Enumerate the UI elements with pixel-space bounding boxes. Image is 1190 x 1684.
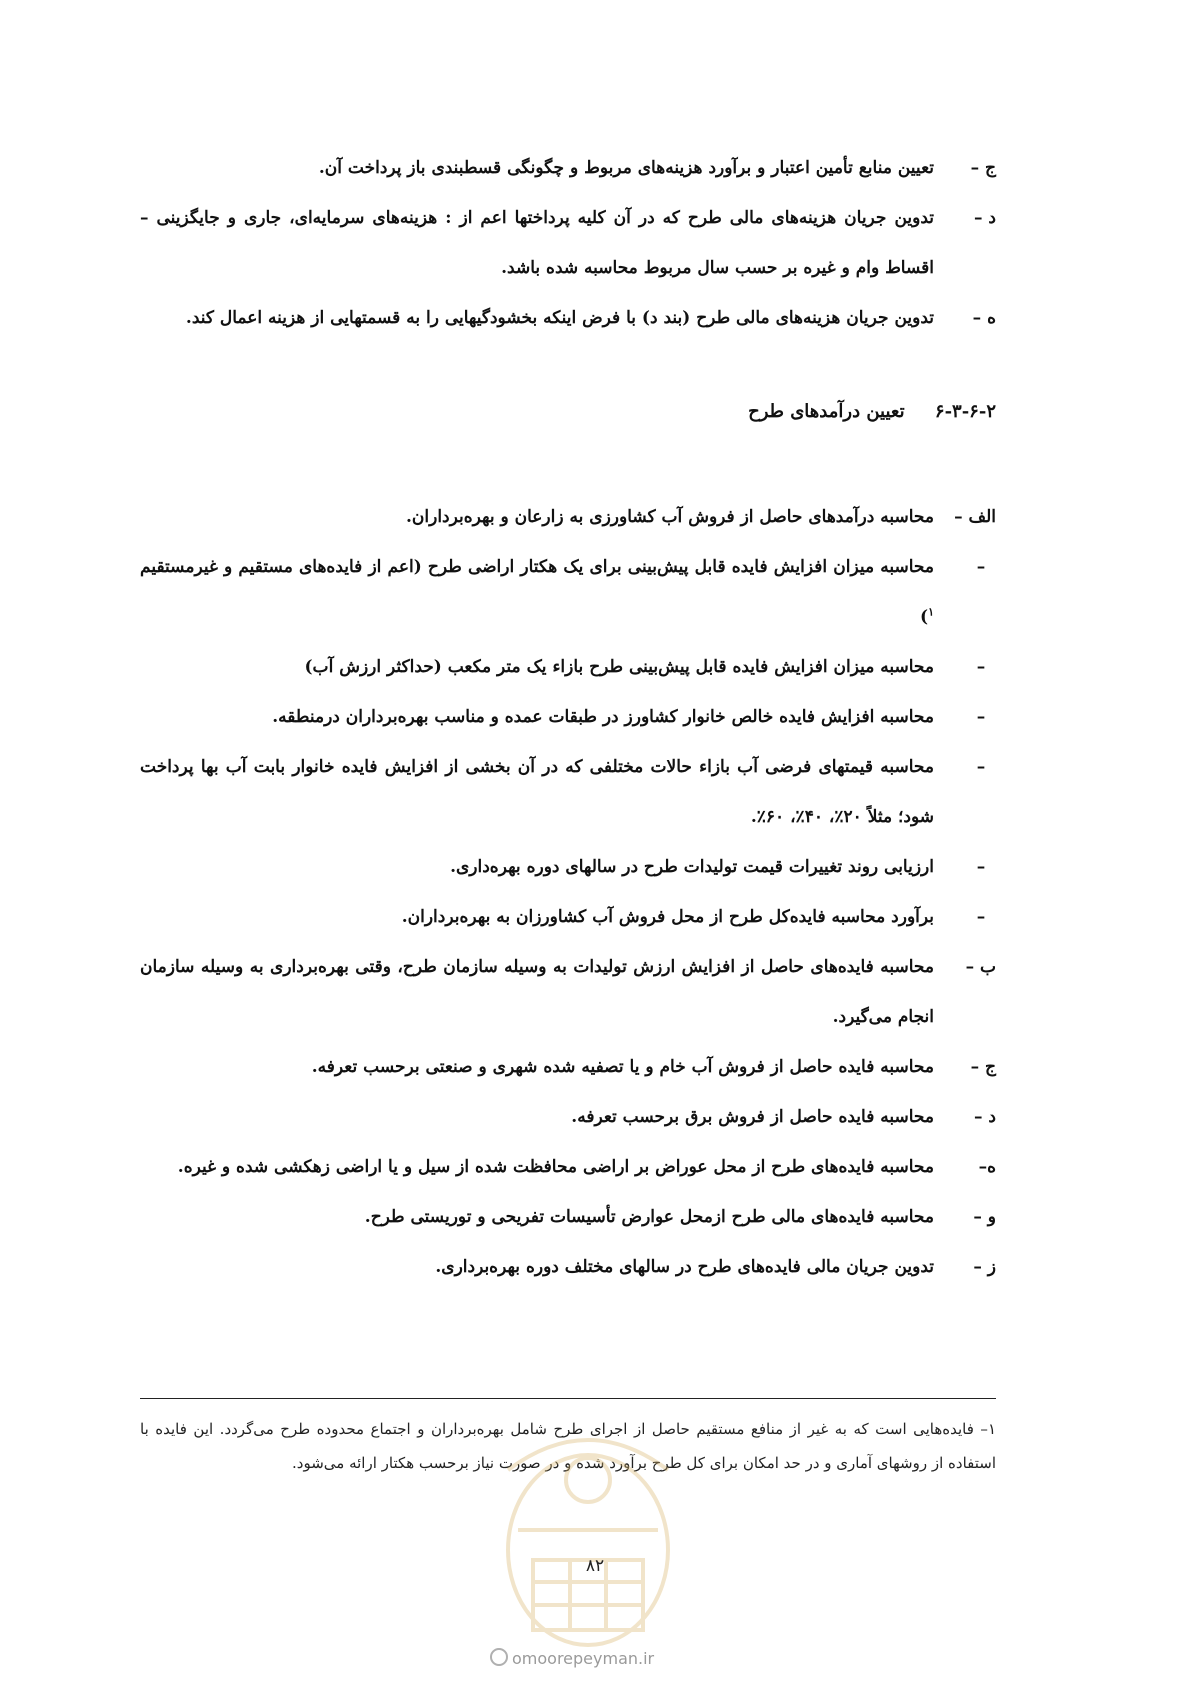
item-marker: و – (973, 1207, 996, 1227)
footnote-ref: ۱ (928, 605, 934, 619)
page-number: ۸۲ (585, 1556, 605, 1576)
item-text: محاسبه فایده حاصل از فروش آب خام و یا تصفیه شده شهری و صنعتی برحسب تعرفه. (311, 1057, 934, 1077)
globe-icon (490, 1648, 508, 1666)
item-text: محاسبه فایده‌های حاصل از افزایش ارزش تولیدات به وسیله سازمان طرح، وقتی بهره‌برداری به وسیله سازمان انجام می‌گیرد. (140, 957, 934, 1027)
item-marker: ج – (970, 1057, 996, 1077)
item-text: برآورد محاسبه فایده‌کل طرح از محل فروش آب کشاورزان به بهره‌برداران. (401, 907, 934, 927)
item-text: ارزیابی روند تغییرات قیمت تولیدات طرح در سالهای دوره بهره‌داری. (450, 857, 934, 877)
list-item (140, 1242, 996, 1292)
list-item (140, 1042, 996, 1092)
item-text: محاسبه میزان افزایش فایده قابل پیش‌بینی برای یک هکتار اراضی طرح (اعم از فایده‌های مستقیم و غیرمستقیم $^۱$) (140, 557, 934, 627)
item-marker: – (976, 757, 986, 777)
item-marker: ج – (970, 158, 996, 178)
list-item (140, 1142, 996, 1192)
item-text: محاسبه قیمتهای فرضی آب بازاء حالات مختلفی که در آن بخشی از افزایش فایده خانوار بابت آب بها پرداخت شود؛ مثلاً ۲۰٪، ۴۰٪، ۶۰٪. (140, 757, 934, 827)
sub-list-item (140, 642, 996, 692)
item-text: محاسبه افزایش فایده خالص خانوار کشاورز در طبقات عمده و مناسب بهره‌برداران درمنطقه. (272, 707, 934, 727)
item-text: محاسبه درآمدهای حاصل از فروش آب کشاورزی به زارعان و بهره‌برداران. (405, 507, 934, 527)
item-text: محاسبه میزان افزایش فایده قابل پیش‌بینی طرح بازاء یک متر مکعب (حداکثر ارزش آب) (304, 657, 934, 677)
item-marker: الف – (954, 507, 996, 527)
item-marker: ز – (973, 1257, 996, 1277)
section-heading (140, 392, 996, 432)
item-text: محاسبه فایده‌های طرح از محل عوراض بر اراضی محافظت شده از سیل و یا اراضی زهکشی شده و غیره. (177, 1157, 934, 1177)
list-item (140, 942, 996, 1042)
item-marker: ه– (978, 1157, 996, 1177)
item-text: تدوین جریان هزینه‌های مالی طرح که در آن کلیه پرداختها اعم از : هزینه‌های سرمایه‌ای، جاری و جایگزینی – اقساط وام و غیره بر حسب سال مربوط محاسبه شده باشد. (140, 208, 934, 278)
sub-list-item (140, 892, 996, 942)
item-marker: ه – (972, 308, 996, 328)
item-text: تعیین منابع تأمین اعتبار و برآورد هزینه‌های مربوط و چگونگی قسطبندی باز پرداخت آن. (318, 158, 934, 178)
cost-items-list (140, 143, 996, 343)
list-item (140, 193, 996, 293)
list-item (140, 1192, 996, 1242)
section-title: تعیین درآمدهای طرح (748, 401, 905, 422)
sub-list-item (140, 542, 996, 642)
item-marker: – (976, 707, 986, 727)
list-item (140, 1092, 996, 1142)
item-text: محاسبه فایده حاصل از فروش برق برحسب تعرفه. (571, 1107, 934, 1127)
item-text: تدوین جریان مالی فایده‌های طرح در سالهای مختلف دوره بهره‌برداری. (435, 1257, 934, 1277)
revenue-items-list (140, 492, 996, 1292)
item-marker: – (976, 557, 986, 577)
sub-list-item (140, 742, 996, 842)
list-item (140, 492, 996, 542)
list-item (140, 293, 996, 343)
item-marker: – (976, 857, 986, 877)
watermark-url: omoorepeyman.ir (490, 1648, 654, 1668)
footnote-divider (140, 1398, 996, 1399)
item-marker: – (976, 907, 986, 927)
list-item (140, 143, 996, 193)
item-marker: د – (974, 208, 996, 228)
sub-list-item (140, 842, 996, 892)
item-marker: د – (974, 1107, 996, 1127)
section-number: ۶-۳-۶-۲ (934, 401, 996, 422)
item-text: تدوین جریان هزینه‌های مالی طرح (بند د) با فرض اینکه بخشودگیهایی را به قسمتهایی از هزینه اعمال کند. (185, 308, 934, 328)
item-text: محاسبه فایده‌های مالی طرح ازمحل عوارض تأسیسات تفریحی و توریستی طرح. (364, 1207, 934, 1227)
footnote: ۱– فایده‌هایی است که به غیر از منافع مستقیم حاصل از اجرای طرح شامل بهره‌برداران و اجتماع محدوده طرح می‌گردد. این فایده با استفاده از روشهای آماری و در حد امکان برای کل طرح برآورد شده و در صورت نیاز برحسب هکتار ارائه می‌شود. (140, 1420, 996, 1472)
sub-list-item (140, 692, 996, 742)
watermark-seal-icon (478, 1410, 698, 1660)
item-marker: – (976, 657, 986, 677)
item-marker: ب – (965, 957, 996, 977)
